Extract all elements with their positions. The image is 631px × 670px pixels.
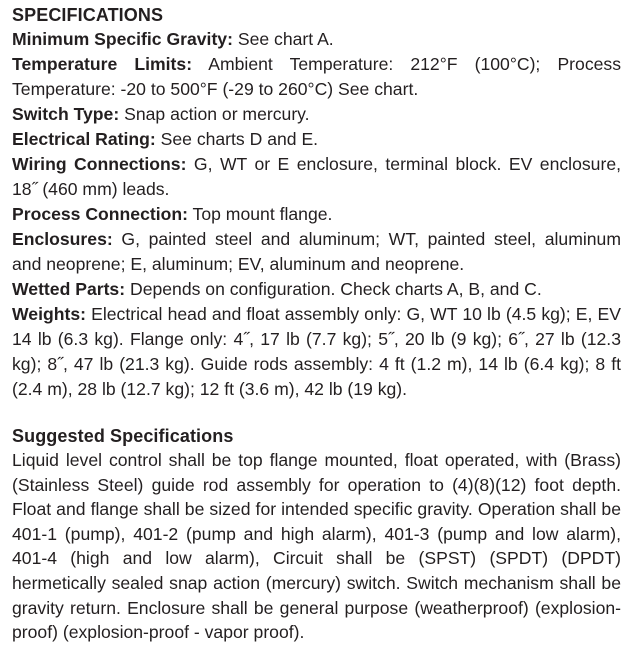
specifications-list [12, 27, 621, 402]
spec-text: G, painted steel and aluminum; WT, painted steel, aluminum and neoprene; E, aluminum; EV, aluminum and neoprene. [12, 229, 621, 274]
spec-label: Wiring Connections: [12, 154, 187, 174]
spec-temperature-limits [12, 52, 621, 102]
spec-label: Switch Type: [12, 104, 120, 124]
suggested-specifications-heading: Suggested Specifications [12, 426, 234, 446]
spec-label: Minimum Specific Gravity: [12, 29, 233, 49]
spec-text: Snap action or mercury. [119, 104, 310, 124]
spec-weights [12, 302, 621, 402]
spec-min-specific-gravity [12, 27, 621, 52]
spec-process-connection [12, 202, 621, 227]
spec-label: Weights: [12, 304, 86, 324]
spec-wetted-parts [12, 277, 621, 302]
spec-text: See charts D and E. [155, 129, 319, 149]
spec-text: Electrical head and float assembly only: G, WT 10 lb (4.5 kg); E, EV 14 lb (6.3 kg). Flange only: 4˝, 17 lb (7.7 kg); 5˝, 20 lb (9 kg); 6˝, 27 lb (12.3 kg); 8˝, 47 lb (21.3 kg). Guide rods assembly: 4 ft (1.2 m), 14 lb (6.4 kg); 8 ft (2.4 m), 28 lb (12.7 kg); 12 ft (3.6 m), 42 lb (19 kg). [12, 304, 621, 399]
spec-text: See chart A. [232, 29, 334, 49]
spec-label: Electrical Rating: [12, 129, 156, 149]
spec-text: G, WT or E enclosure, terminal block. EV enclosure, 18˝ (460 mm) leads. [12, 154, 621, 199]
spec-enclosures [12, 227, 621, 277]
spec-label: Wetted Parts: [12, 279, 126, 299]
spec-text: Depends on configuration. Check charts A, B, and C. [125, 279, 542, 299]
spec-label: Enclosures: [12, 229, 113, 249]
spec-switch-type [12, 102, 621, 127]
spec-wiring-connections [12, 152, 621, 202]
specifications-heading: SPECIFICATIONS [12, 5, 164, 25]
spec-text: Top mount flange. [187, 204, 333, 224]
section-spacer [12, 402, 621, 424]
spec-text: Ambient Temperature: 212°F (100°C); Process Temperature: -20 to 500°F (-29 to 260°C) See chart. [12, 54, 622, 99]
spec-label: Process Connection: [12, 204, 188, 224]
spec-label: Temperature Limits: [12, 54, 193, 74]
suggested-specifications-text: Liquid level control shall be top flange mounted, float operated, with (Brass)(Stainless Steel) guide rod assembly for operation to (4)(8)(12) foot depth. Float and flange shall be sized for intended specific gravity. Operation shall be 401-1 (pump), 401-2 (pump and high alarm), 401-3 (pump and low alarm), 401-4 (high and low alarm), Circuit shall be (SPST) (SPDT) (DPDT) hermetically sealed snap action (mercury) switch. Switch mechanism shall be gravity return. Enclosure shall be general purpose (weatherproof) (explosion-proof) (explosion-proof - vapor proof). [12, 450, 621, 643]
spec-electrical-rating [12, 127, 621, 152]
